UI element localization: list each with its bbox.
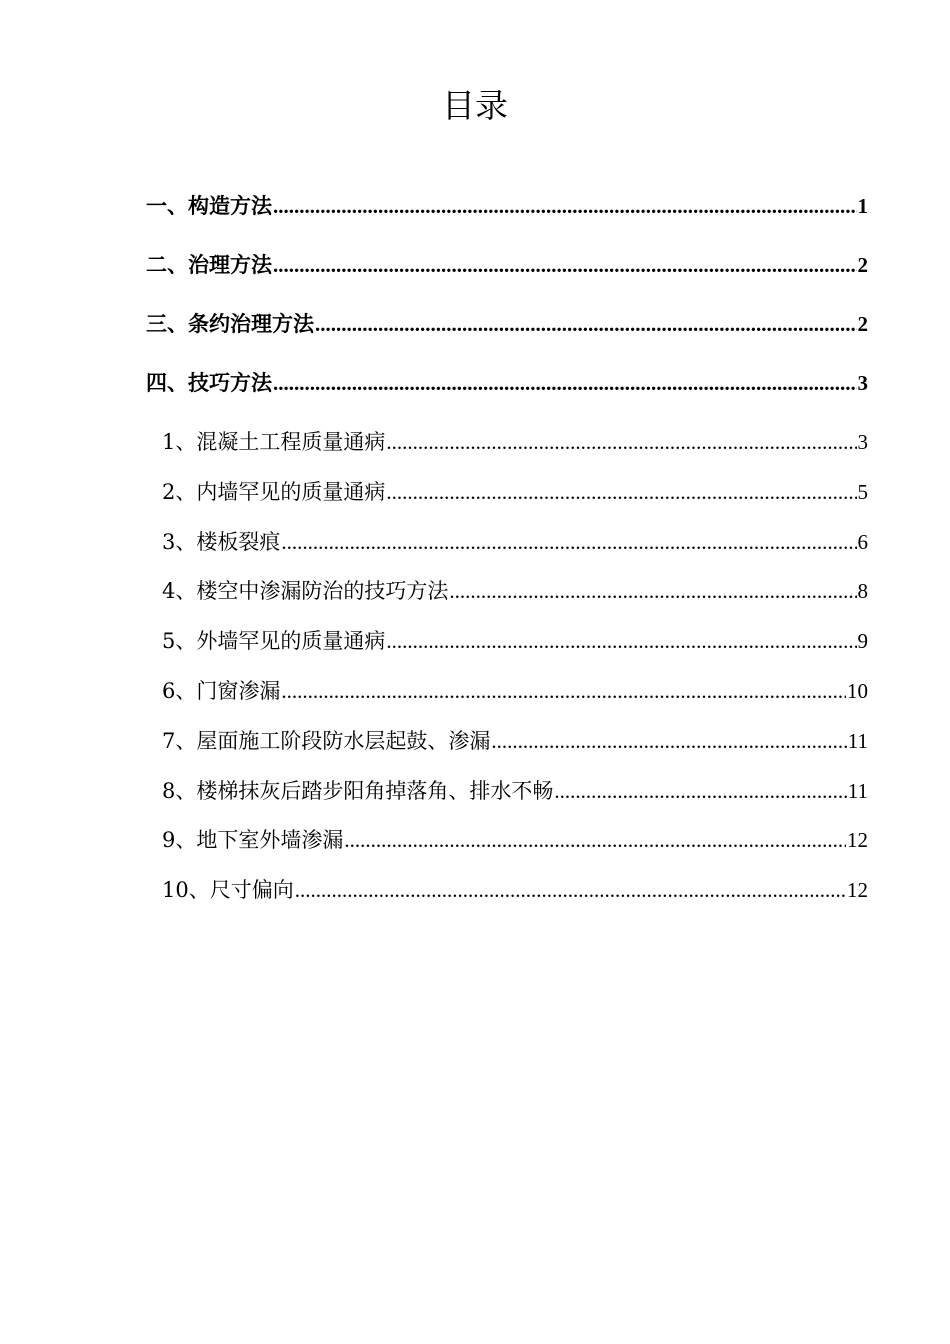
toc-page-number: 2 [857, 253, 868, 277]
toc-subentry-9[interactable] [162, 825, 868, 855]
toc-entry-label: 3、楼板裂痕 [162, 530, 281, 554]
toc-page-number: 1 [857, 194, 868, 218]
toc-dot-leader [273, 368, 857, 398]
toc-page-number: 3 [857, 371, 868, 395]
toc-entry-label: 9、地下室外墙渗漏 [162, 828, 344, 852]
toc-subentry-1[interactable] [162, 427, 868, 457]
toc-entry-label: 7、屋面施工阶段防水层起鼓、渗漏 [162, 729, 491, 753]
toc-dot-leader [491, 726, 846, 756]
toc-dot-leader [386, 477, 856, 507]
toc-page-number: 3 [857, 430, 868, 454]
toc-entry-label: 1、混凝土工程质量通病 [162, 430, 386, 454]
toc-page-number: 9 [857, 629, 868, 653]
toc-entry-label: 6、门窗渗漏 [162, 679, 281, 703]
toc-title: 目录 [442, 86, 508, 125]
toc-entry-label: 4、楼空中渗漏防治的技巧方法 [162, 579, 449, 603]
toc-dot-leader [449, 576, 856, 606]
toc-dot-leader [315, 309, 857, 339]
toc-entry-label: 一、构造方法 [146, 194, 272, 218]
toc-entry-label: 5、外墙罕见的质量通病 [162, 629, 386, 653]
toc-page-number: 11 [847, 779, 868, 803]
toc-entry-label: 10、尺寸偏向 [162, 878, 294, 902]
toc-dot-leader [554, 776, 846, 806]
toc-dot-leader [281, 527, 856, 557]
toc-entry-3[interactable] [146, 309, 868, 339]
toc-dot-leader [386, 427, 856, 457]
toc-page-number: 11 [847, 729, 868, 753]
toc-subentry-4[interactable] [162, 576, 868, 606]
toc-page-number: 2 [857, 312, 868, 336]
toc-page-number: 5 [857, 480, 868, 504]
toc-entry-label: 2、内墙罕见的质量通病 [162, 480, 386, 504]
toc-entry-label: 二、治理方法 [146, 253, 272, 277]
toc-dot-leader [386, 626, 856, 656]
toc-subentry-2[interactable] [162, 477, 868, 507]
toc-dot-leader [273, 250, 857, 280]
toc-subentry-5[interactable] [162, 626, 868, 656]
toc-subentry-6[interactable] [162, 676, 868, 706]
toc-entry-2[interactable] [146, 250, 868, 280]
toc-page-number: 10 [847, 679, 868, 703]
toc-entry-1[interactable] [146, 191, 868, 221]
toc-page-number: 6 [857, 530, 868, 554]
toc-dot-leader [273, 191, 857, 221]
toc-subentry-10[interactable] [162, 875, 868, 905]
toc-entry-label: 8、楼梯抹灰后踏步阳角掉落角、排水不畅 [162, 779, 554, 803]
toc-subentry-7[interactable] [162, 726, 868, 756]
toc-subentry-3[interactable] [162, 527, 868, 557]
toc-subentry-8[interactable] [162, 776, 868, 806]
toc-page-number: 8 [857, 579, 868, 603]
toc-entry-label: 三、条约治理方法 [146, 312, 314, 336]
toc-entry-label: 四、技巧方法 [146, 371, 272, 395]
toc-dot-leader [344, 825, 846, 855]
toc-page-number: 12 [847, 878, 868, 902]
toc-dot-leader [295, 875, 846, 905]
toc-page-number: 12 [847, 828, 868, 852]
toc-dot-leader [281, 676, 846, 706]
toc-entry-4[interactable] [146, 368, 868, 398]
